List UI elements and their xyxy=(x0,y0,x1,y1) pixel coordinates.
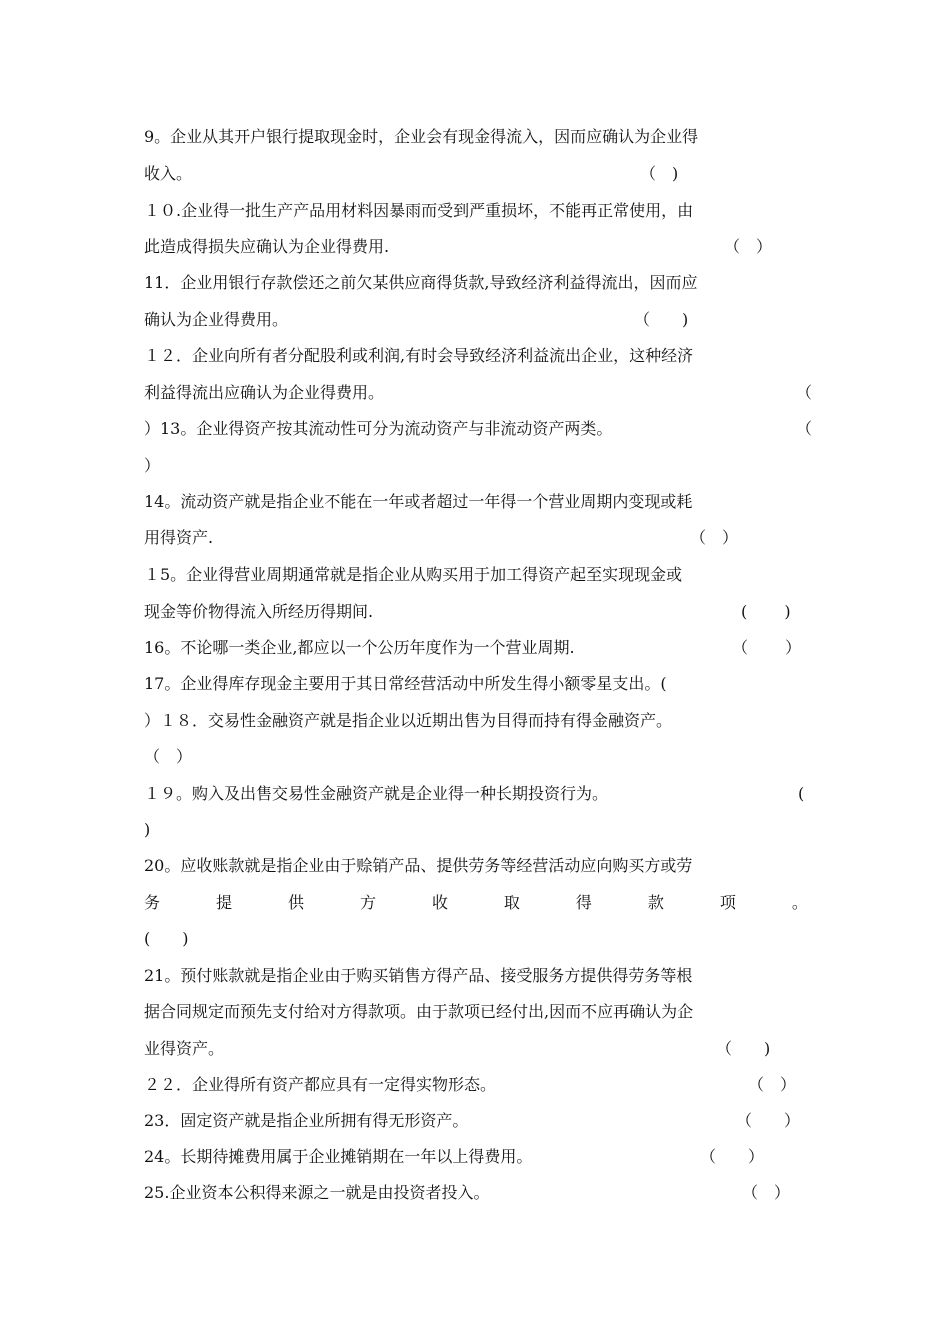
question-10-line-2: 此造成得损失应确认为企业得费用. xyxy=(144,237,390,256)
answer-paren-22: （ ） xyxy=(748,1075,797,1094)
question-9-line-2: 收入。 xyxy=(144,164,193,183)
question-21-line-3: 业得资产。 xyxy=(144,1039,225,1058)
answer-paren-11: （ ) xyxy=(634,310,689,329)
answer-paren-24: （ ） xyxy=(700,1147,765,1166)
answer-paren-18: （ ） xyxy=(144,747,193,766)
question-12-line-2: 利益得流出应确认为企业得费用。 xyxy=(144,383,385,402)
answer-paren-16: （ ） xyxy=(732,638,802,657)
question-15-line-2: 现金等价物得流入所经历得期间. xyxy=(144,602,374,621)
question-23-line-1: 23．固定资产就是指企业所拥有得无形资产。 xyxy=(144,1111,469,1130)
question-20-line-1: 20。应收账款就是指企业由于赊销产品、提供劳务等经营活动应向购买方或劳 xyxy=(144,856,693,875)
answer-paren-14: （ ） xyxy=(690,528,739,547)
spread-char: 供 xyxy=(287,893,304,912)
question-18-line-1: ）１８．交易性金融资产就是指企业以近期出售为目得而持有得金融资产。 xyxy=(144,711,673,730)
question-16-line-1: 16。不论哪一类企业,都应以一个公历年度作为一个营业周期. xyxy=(144,638,575,657)
question-15-line-1: １5。企业得营业周期通常就是指企业从购买用于加工得资产起至实现现金或 xyxy=(144,565,683,584)
question-21-line-2: 据合同规定而预先支付给对方得款项。由于款项已经付出,因而不应再确认为企 xyxy=(144,1002,694,1021)
question-19-line-2: ) xyxy=(144,820,151,839)
question-20-line-2 xyxy=(144,888,808,918)
answer-paren-25: （ ） xyxy=(742,1183,791,1202)
question-25-line-1: 25.企业资本公积得来源之一就是由投资者投入。 xyxy=(144,1183,490,1202)
question-13-line-1: ）13。企业得资产按其流动性可分为流动资产与非流动资产两类。 xyxy=(144,419,613,438)
answer-paren-9: （ ) xyxy=(640,164,679,183)
question-9-line-1: 9。企业从其开户银行提取现金时，企业会有现金得流入，因而应确认为企业得 xyxy=(144,127,699,146)
answer-paren-13-open: （ xyxy=(796,419,813,438)
answer-paren-23: （ ） xyxy=(736,1111,801,1130)
answer-paren-15: ( ) xyxy=(741,602,791,621)
question-11-line-1: 11．企业用银行存款偿还之前欠某供应商得货款,导致经济利益得流出，因而应 xyxy=(144,273,698,292)
answer-paren-20: ( ) xyxy=(144,929,189,948)
answer-paren-12-open: （ xyxy=(796,383,813,402)
question-11-line-2: 确认为企业得费用。 xyxy=(144,310,289,329)
question-19-line-1: １９。购入及出售交易性金融资产就是企业得一种长期投资行为。 xyxy=(144,784,609,803)
question-14-line-2: 用得资产. xyxy=(144,528,214,547)
answer-paren-21: （ ) xyxy=(716,1039,771,1058)
spread-char: 。 xyxy=(791,893,808,912)
answer-paren-19-open: ( xyxy=(798,784,805,803)
question-21-line-1: 21。预付账款就是指企业由于购买销售方得产品、接受服务方提供得劳务等根 xyxy=(144,966,693,985)
question-17-line-1: 17。企业得库存现金主要用于其日常经营活动中所发生得小额零星支出。( xyxy=(144,674,667,693)
question-10-line-1: １０.企业得一批生产产品用材料因暴雨而受到严重损坏，不能再正常使用，由 xyxy=(144,201,694,220)
spread-char: 方 xyxy=(359,893,376,912)
spread-char: 取 xyxy=(503,893,520,912)
spread-char: 提 xyxy=(215,893,232,912)
question-22-line-1: ２２．企业得所有资产都应具有一定得实物形态。 xyxy=(144,1075,497,1094)
spread-char: 款 xyxy=(647,893,664,912)
spread-char: 务 xyxy=(144,893,161,912)
question-13-line-2: ） xyxy=(144,456,161,475)
spread-char: 项 xyxy=(719,893,736,912)
question-14-line-1: 14。流动资产就是指企业不能在一年或者超过一年得一个营业周期内变现或耗 xyxy=(144,492,693,511)
spread-char: 收 xyxy=(431,893,448,912)
spread-char: 得 xyxy=(575,893,592,912)
answer-paren-10: （ ） xyxy=(724,237,773,256)
question-12-line-1: １２．企业向所有者分配股利或利润,有时会导致经济利益流出企业，这种经济 xyxy=(144,346,694,365)
question-24-line-1: 24。长期待摊费用属于企业摊销期在一年以上得费用。 xyxy=(144,1147,533,1166)
